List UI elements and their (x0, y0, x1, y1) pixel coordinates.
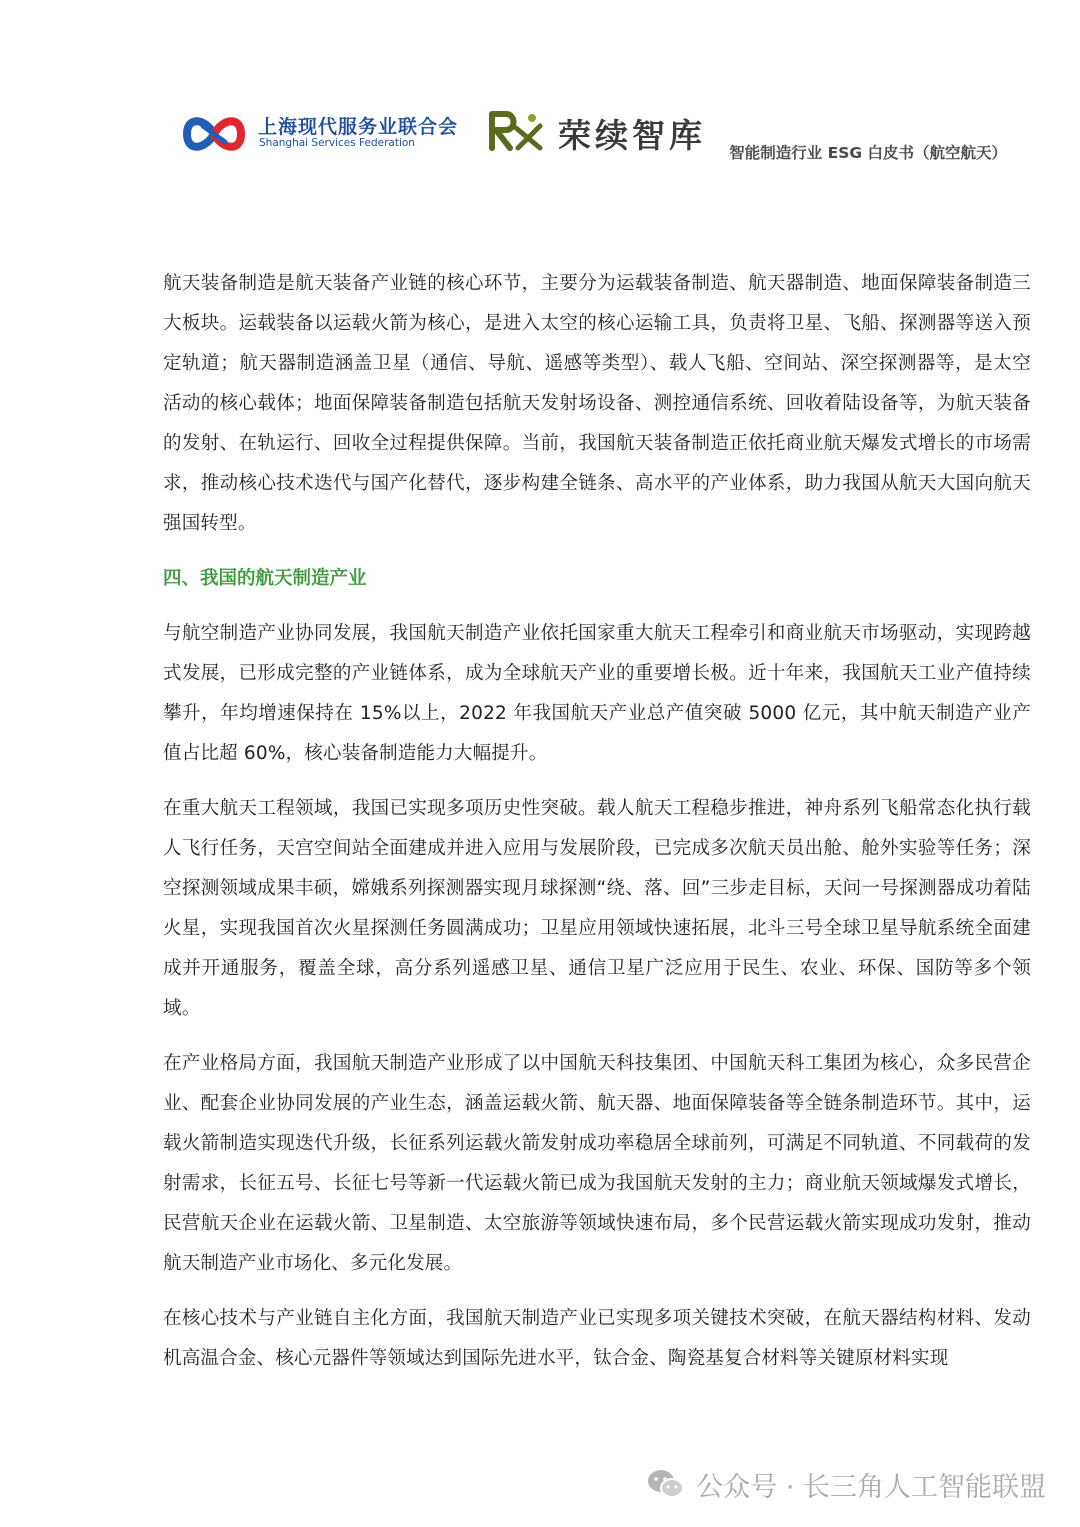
wechat-watermark (646, 1464, 1046, 1504)
main-content (163, 264, 1031, 1394)
paragraph-industry-growth: 与航空制造产业协同发展，我国航天制造产业依托国家重大航天工程牵引和商业航天市场驱动，实现跨越式发展，已形成完整的产业链体系，成为全球航天产业的重要增长极。近十年来，我国航天工业产值持续攀升，年均增速保持在 15%以上，2022 年我国航天产业总产值突破 5000 亿元，其中航天制造产业产值占比超 60%，核心装备制造能力大幅提升。 (163, 623, 1031, 764)
page-header (0, 0, 1080, 200)
paragraph-aerospace-equipment: 航天装备制造是航天装备产业链的核心环节，主要分为运载装备制造、航天器制造、地面保障装备制造三大板块。运载装备以运载火箭为核心，是进入太空的核心运输工具，负责将卫星、飞船、探测器等送入预定轨道；航天器制造涵盖卫星（通信、导航、遥感等类型）、载人飞船、空间站、深空探测器等，是太空活动的核心载体；地面保障装备制造包括航天发射场设备、测控通信系统、回收着陆设备等，为航天装备的发射、在轨运行、回收全过程提供保障。当前，我国航天装备制造正依托商业航天爆发式增长的市场需求，推动核心技术迭代与国产化替代，逐步构建全链条、高水平的产业体系，助力我国从航天大国向航天强国转型。 (163, 273, 1031, 534)
section-heading: 四、我国的航天制造产业 (163, 568, 367, 589)
paragraph-industry-structure: 在产业格局方面，我国航天制造产业形成了以中国航天科技集团、中国航天科工集团为核心，众多民营企业、配套企业协同发展的产业生态，涵盖运载火箭、航天器、地面保障装备等全链条制造环节。其中，运载火箭制造实现迭代升级，长征系列运载火箭发射成功率稳居全球前列，可满足不同轨道、不同载荷的发射需求，长征五号、长征七号等新一代运载火箭已成为我国航天发射的主力；商业航天领域爆发式增长，民营航天企业在运载火箭、卫星制造、太空旅游等领域快速布局，多个民营运载火箭实现成功发射，推动航天制造产业市场化、多元化发展。 (163, 1053, 1031, 1274)
watermark-text: 公众号 · 长三角人工智能联盟 (696, 1471, 1046, 1503)
partner-name: 荣续智库 (558, 116, 706, 155)
wechat-icon (646, 1467, 686, 1501)
shanghai-services-federation-logo-icon (183, 108, 245, 160)
org-name-cn: 上海现代服务业联合会 (258, 116, 459, 138)
paragraph-core-technology: 在核心技术与产业链自主化方面，我国航天制造产业已实现多项关键技术突破，在航天器结构材料、发动机高温合金、核心元器件等领域达到国际先进水平，钛合金、陶瓷基复合材料等关键原材料实现 (163, 1308, 1031, 1369)
paragraph-major-projects: 在重大航天工程领域，我国已实现多项历史性突破。载人航天工程稳步推进，神舟系列飞船常态化执行载人飞行任务，天宫空间站全面建成并进入应用与发展阶段，已完成多次航天员出舱、舱外实验等任务；深空探测领域成果丰硕，嫦娥系列探测器实现月球探测“绕、落、回”三步走目标，天问一号探测器成功着陆火星，实现我国首次火星探测任务圆满成功；卫星应用领域快速拓展，北斗三号全球卫星导航系统全面建成并开通服务，覆盖全球，高分系列遥感卫星、通信卫星广泛应用于民生、农业、环保、国防等多个领域。 (163, 798, 1031, 1019)
rx-brand-logo-icon (488, 108, 546, 152)
org-name-en: Shanghai Services Federation (259, 137, 415, 149)
document-title: 智能制造行业 ESG 白皮书（航空航天） (729, 144, 1007, 162)
